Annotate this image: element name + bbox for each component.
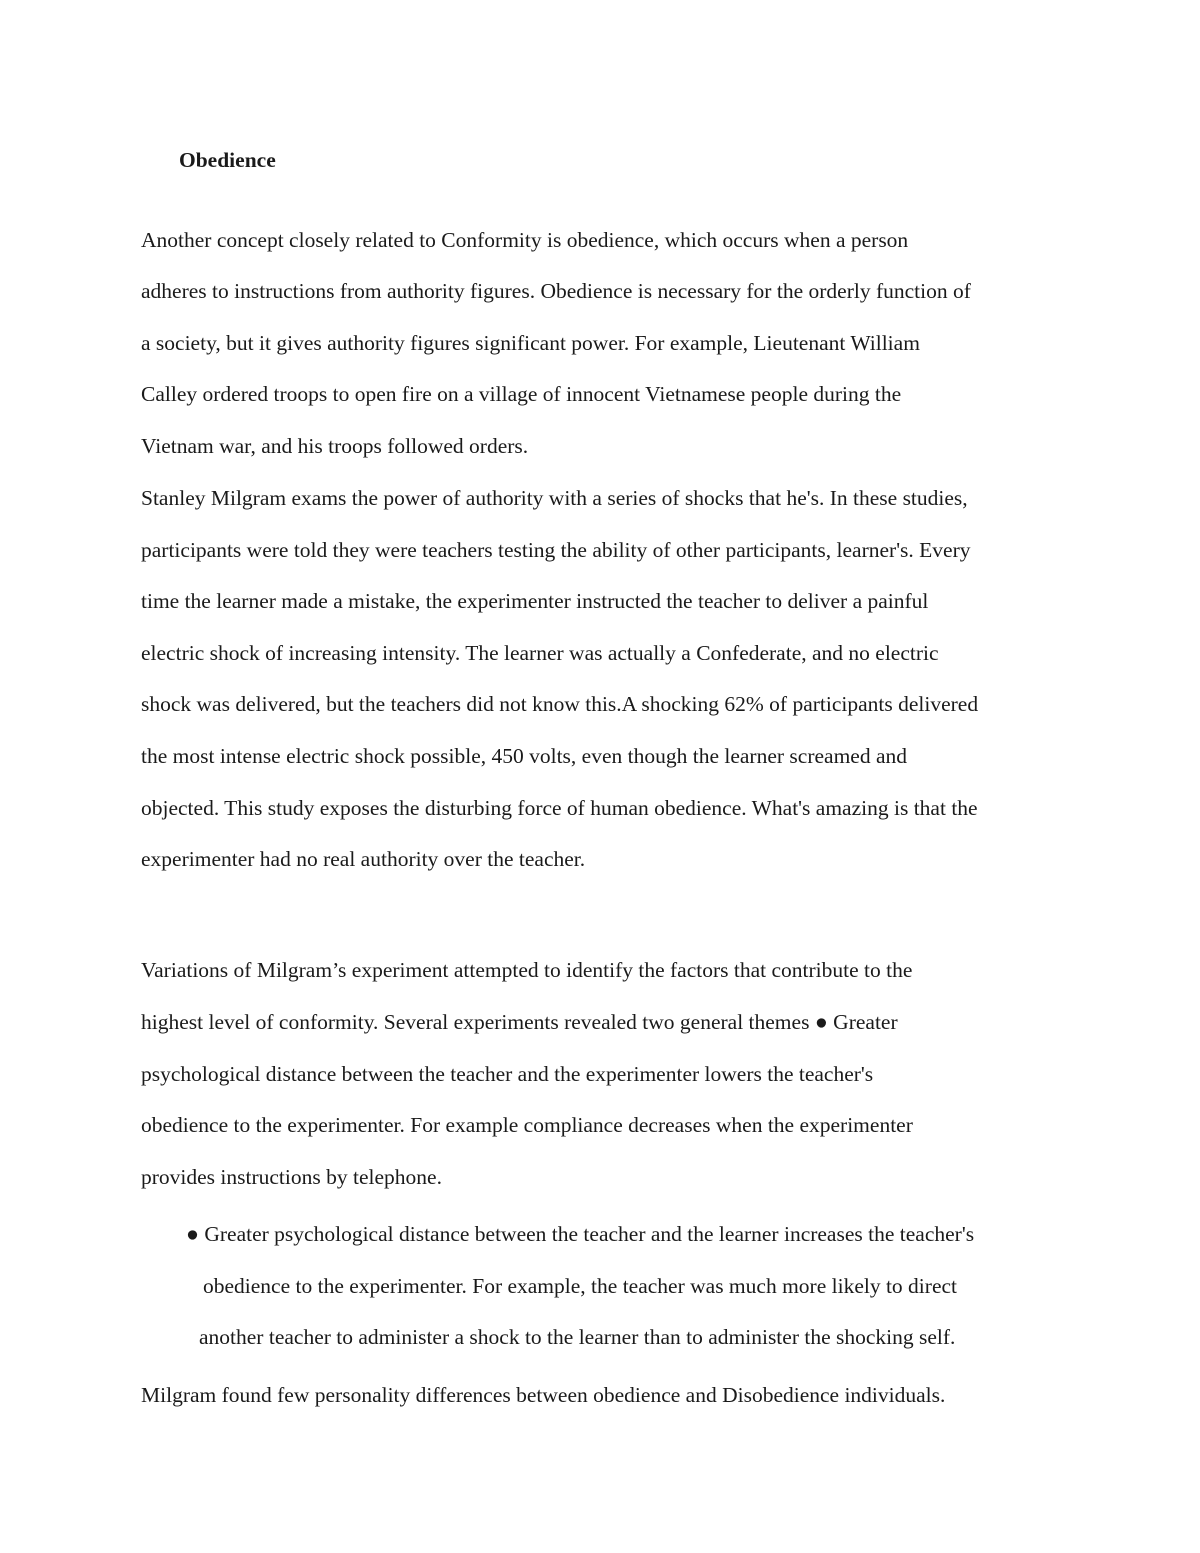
document-title: Obedience: [179, 148, 276, 172]
bullet-item-line-3: another teacher to administer a shock to the learner than to administer the shocking self.: [199, 1325, 956, 1349]
paragraph-3-line-4: obedience to the experimenter. For example compliance decreases when the experimenter: [141, 1113, 913, 1137]
paragraph-3-line-5: provides instructions by telephone.: [141, 1165, 442, 1189]
paragraph-2-line-1: Stanley Milgram exams the power of authority with a series of shocks that he's. In these studies,: [141, 486, 968, 510]
paragraph-1-line-2: adheres to instructions from authority figures. Obedience is necessary for the orderly function of: [141, 279, 971, 303]
paragraph-2-line-7: objected. This study exposes the disturbing force of human obedience. What's amazing is that the: [141, 796, 978, 820]
closing-line: Milgram found few personality differences between obedience and Disobedience individuals.: [141, 1383, 946, 1407]
paragraph-1-line-3: a society, but it gives authority figures significant power. For example, Lieutenant William: [141, 331, 920, 355]
paragraph-2-line-3: time the learner made a mistake, the experimenter instructed the teacher to deliver a painful: [141, 589, 929, 613]
paragraph-3-line-1: Variations of Milgram’s experiment attempted to identify the factors that contribute to the: [141, 958, 913, 982]
paragraph-3-line-2: highest level of conformity. Several experiments revealed two general themes ● Greater: [141, 1010, 898, 1034]
paragraph-2-line-6: the most intense electric shock possible, 450 volts, even though the learner screamed and: [141, 744, 908, 768]
paragraph-2-line-4: electric shock of increasing intensity. The learner was actually a Confederate, and no electric: [141, 641, 939, 665]
paragraph-1-line-5: Vietnam war, and his troops followed orders.: [141, 434, 529, 458]
paragraph-1-line-4: Calley ordered troops to open fire on a village of innocent Vietnamese people during the: [141, 382, 902, 406]
paragraph-1-line-1: Another concept closely related to Conformity is obedience, which occurs when a person: [141, 228, 909, 252]
paragraph-3-line-3: psychological distance between the teacher and the experimenter lowers the teacher's: [141, 1062, 874, 1086]
bullet-item-line-2: obedience to the experimenter. For example, the teacher was much more likely to direct: [203, 1274, 958, 1298]
paragraph-2-line-8: experimenter had no real authority over the teacher.: [141, 847, 586, 871]
paragraph-2-line-5: shock was delivered, but the teachers did not know this.A shocking 62% of participants delivered: [141, 692, 979, 716]
bullet-item-line-1: ● Greater psychological distance between the teacher and the learner increases the teacher's: [186, 1222, 975, 1246]
paragraph-2-line-2: participants were told they were teachers testing the ability of other participants, learner's. Every: [141, 538, 971, 562]
